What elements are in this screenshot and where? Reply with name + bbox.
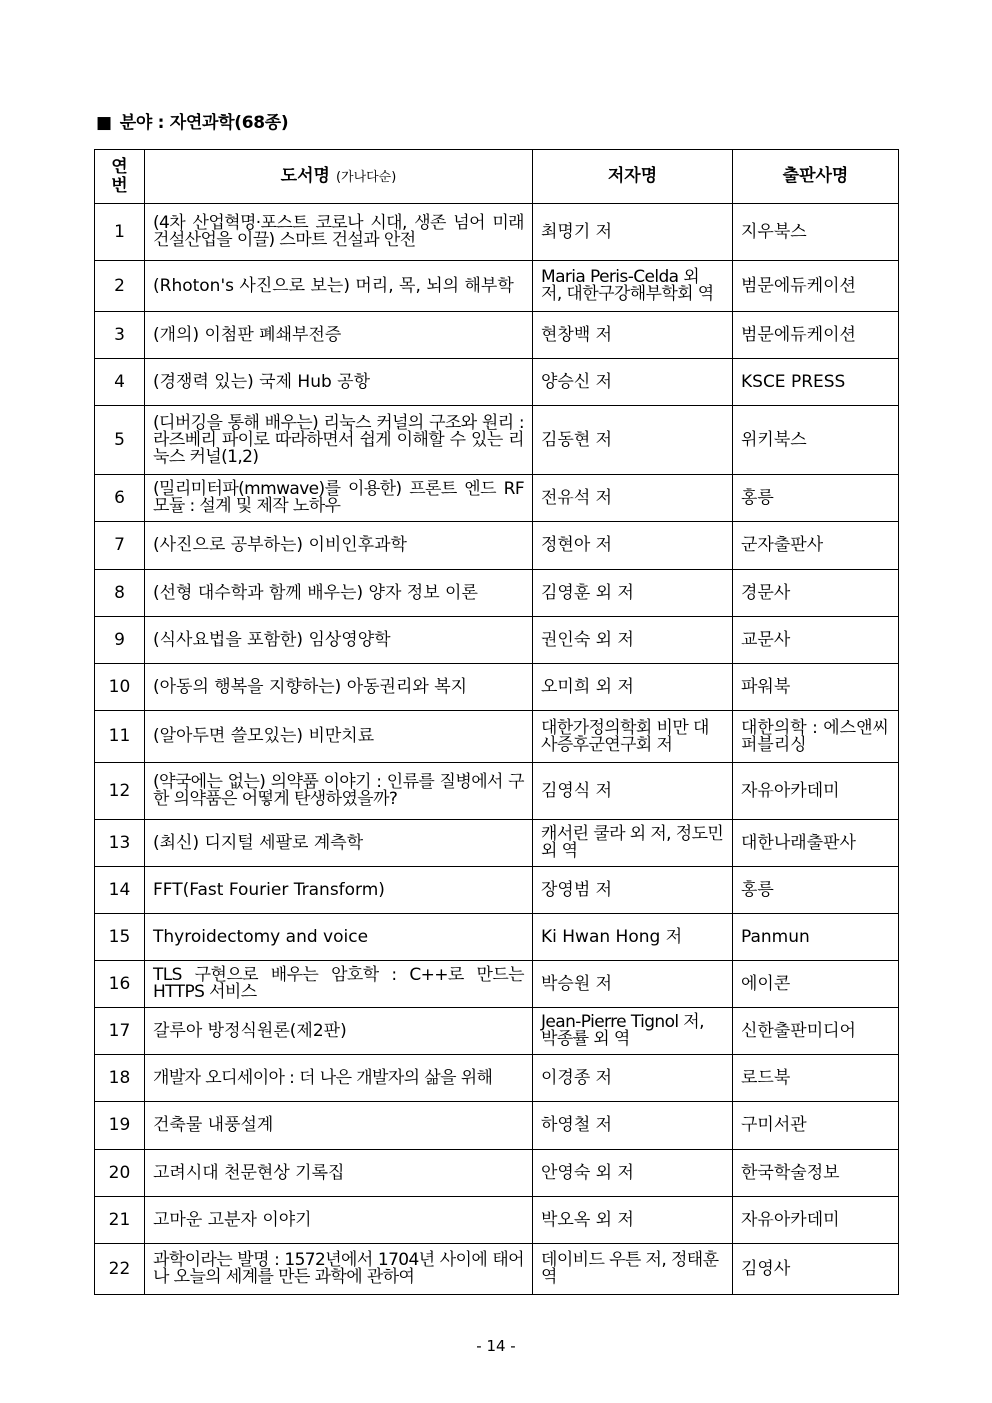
table-row bbox=[95, 359, 899, 406]
table-row bbox=[95, 1150, 899, 1197]
header-title-sub: (가나다순) bbox=[335, 169, 397, 185]
book-publisher: 군자출판사 bbox=[733, 522, 899, 570]
row-number: 1 bbox=[95, 204, 145, 261]
book-publisher: 자유아카데미 bbox=[733, 763, 899, 820]
table-row bbox=[95, 522, 899, 570]
book-title: (선형 대수학과 함께 배우는) 양자 정보 이론 bbox=[145, 570, 533, 617]
book-author: Maria Peris-Celda 외 저, 대한구강해부학회 역 bbox=[533, 261, 733, 312]
book-author: 권인숙 외 저 bbox=[533, 617, 733, 664]
row-number: 10 bbox=[95, 664, 145, 711]
page-number: - 14 - bbox=[476, 1337, 516, 1355]
table-row bbox=[95, 312, 899, 359]
book-title: 갈루아 방정식원론(제2판) bbox=[145, 1008, 533, 1055]
row-number: 8 bbox=[95, 570, 145, 617]
table-row bbox=[95, 664, 899, 711]
row-number: 9 bbox=[95, 617, 145, 664]
book-publisher: 자유아카데미 bbox=[733, 1197, 899, 1244]
row-number: 22 bbox=[95, 1244, 145, 1295]
table-row bbox=[95, 867, 899, 914]
book-title: 고려시대 천문현상 기록집 bbox=[145, 1150, 533, 1197]
book-publisher: 홍릉 bbox=[733, 475, 899, 522]
book-author: Ki Hwan Hong 저 bbox=[533, 914, 733, 961]
book-title: (약국에는 없는) 의약품 이야기 : 인류를 질병에서 구한 의약품은 어떻게 탄생하였을까? bbox=[145, 763, 533, 820]
book-publisher: 한국학술정보 bbox=[733, 1150, 899, 1197]
header-no-line2: 번 bbox=[111, 175, 128, 196]
book-title: Thyroidectomy and voice bbox=[145, 914, 533, 961]
book-title: (4차 산업혁명·포스트 코로나 시대, 생존 넘어 미래 건설산업을 이끌) 스마트 건설과 안전 bbox=[145, 204, 533, 261]
book-author: 대한가정의학회 비만 대사증후군연구회 저 bbox=[533, 711, 733, 763]
header-title-text: 도서명 bbox=[280, 165, 330, 186]
book-title: (개의) 이첨판 폐쇄부전증 bbox=[145, 312, 533, 359]
book-title: (Rhoton's 사진으로 보는) 머리, 목, 뇌의 해부학 bbox=[145, 261, 533, 312]
table-row bbox=[95, 406, 899, 475]
book-publisher: 교문사 bbox=[733, 617, 899, 664]
book-title: (식사요법을 포함한) 임상영양학 bbox=[145, 617, 533, 664]
table-row bbox=[95, 1244, 899, 1295]
row-number: 20 bbox=[95, 1150, 145, 1197]
table-row bbox=[95, 1102, 899, 1150]
header-author: 저자명 bbox=[533, 150, 733, 204]
table-row bbox=[95, 1055, 899, 1102]
book-author: 하영철 저 bbox=[533, 1102, 733, 1150]
book-author: 양승신 저 bbox=[533, 359, 733, 406]
row-number: 14 bbox=[95, 867, 145, 914]
book-publisher: 범문에듀케이션 bbox=[733, 312, 899, 359]
book-author: 캐서린 쿨라 외 저, 정도민 외 역 bbox=[533, 820, 733, 867]
row-number: 13 bbox=[95, 820, 145, 867]
header-no bbox=[95, 150, 145, 204]
table-row bbox=[95, 570, 899, 617]
book-title: (밀리미터파(mmwave)를 이용한) 프론트 엔드 RF 모듈 : 설계 및 제작 노하우 bbox=[145, 475, 533, 522]
row-number: 18 bbox=[95, 1055, 145, 1102]
book-title: (경쟁력 있는) 국제 Hub 공항 bbox=[145, 359, 533, 406]
row-number: 17 bbox=[95, 1008, 145, 1055]
book-title: 개발자 오디세이아 : 더 나은 개발자의 삶을 위해 bbox=[145, 1055, 533, 1102]
row-number: 3 bbox=[95, 312, 145, 359]
row-number: 12 bbox=[95, 763, 145, 820]
row-number: 6 bbox=[95, 475, 145, 522]
table-row bbox=[95, 261, 899, 312]
book-publisher: 위키북스 bbox=[733, 406, 899, 475]
book-title: (알아두면 쓸모있는) 비만치료 bbox=[145, 711, 533, 763]
section-heading-text: 분야 : 자연과학(68종) bbox=[119, 113, 289, 133]
book-author: 안영숙 외 저 bbox=[533, 1150, 733, 1197]
book-publisher: 홍릉 bbox=[733, 867, 899, 914]
book-author: Jean-Pierre Tignol 저, 박종률 외 역 bbox=[533, 1008, 733, 1055]
table-row bbox=[95, 763, 899, 820]
book-publisher: 에이콘 bbox=[733, 961, 899, 1008]
book-list-table bbox=[94, 149, 899, 1295]
book-author: 데이비드 우튼 저, 정태훈 역 bbox=[533, 1244, 733, 1295]
row-number: 15 bbox=[95, 914, 145, 961]
book-author: 현창백 저 bbox=[533, 312, 733, 359]
book-author: 박오옥 외 저 bbox=[533, 1197, 733, 1244]
book-title: 고마운 고분자 이야기 bbox=[145, 1197, 533, 1244]
book-publisher: 경문사 bbox=[733, 570, 899, 617]
book-author: 최명기 저 bbox=[533, 204, 733, 261]
table-row bbox=[95, 1197, 899, 1244]
table-row bbox=[95, 820, 899, 867]
table-row bbox=[95, 204, 899, 261]
row-number: 2 bbox=[95, 261, 145, 312]
row-number: 21 bbox=[95, 1197, 145, 1244]
table-header-row bbox=[95, 150, 899, 204]
header-no-line1: 연 bbox=[111, 156, 128, 177]
table-row bbox=[95, 1008, 899, 1055]
row-number: 4 bbox=[95, 359, 145, 406]
book-title: FFT(Fast Fourier Transform) bbox=[145, 867, 533, 914]
book-title: 과학이라는 발명 : 1572년에서 1704년 사이에 태어나 오늘의 세계를 만든 과학에 관하여 bbox=[145, 1244, 533, 1295]
book-publisher: 범문에듀케이션 bbox=[733, 261, 899, 312]
book-title: TLS 구현으로 배우는 암호학 : C++로 만드는 HTTPS 서비스 bbox=[145, 961, 533, 1008]
book-publisher: 지우북스 bbox=[733, 204, 899, 261]
book-author: 박승원 저 bbox=[533, 961, 733, 1008]
book-author: 장영범 저 bbox=[533, 867, 733, 914]
row-number: 5 bbox=[95, 406, 145, 475]
book-author: 정현아 저 bbox=[533, 522, 733, 570]
section-heading bbox=[96, 108, 288, 133]
book-publisher: 파워북 bbox=[733, 664, 899, 711]
table-row bbox=[95, 475, 899, 522]
row-number: 7 bbox=[95, 522, 145, 570]
book-author: 전유석 저 bbox=[533, 475, 733, 522]
table-row bbox=[95, 617, 899, 664]
book-publisher: 구미서관 bbox=[733, 1102, 899, 1150]
book-publisher: KSCE PRESS bbox=[733, 359, 899, 406]
header-title bbox=[145, 150, 533, 204]
book-title: 건축물 내풍설계 bbox=[145, 1102, 533, 1150]
row-number: 16 bbox=[95, 961, 145, 1008]
book-publisher: 로드북 bbox=[733, 1055, 899, 1102]
book-title: (아동의 행복을 지향하는) 아동권리와 복지 bbox=[145, 664, 533, 711]
square-bullet-icon: ■ bbox=[96, 113, 112, 133]
book-title: (사진으로 공부하는) 이비인후과학 bbox=[145, 522, 533, 570]
table-row bbox=[95, 914, 899, 961]
table-row bbox=[95, 961, 899, 1008]
row-number: 19 bbox=[95, 1102, 145, 1150]
book-publisher: 김영사 bbox=[733, 1244, 899, 1295]
book-author: 김영식 저 bbox=[533, 763, 733, 820]
book-publisher: 신한출판미디어 bbox=[733, 1008, 899, 1055]
book-title: (최신) 디지털 세팔로 계측학 bbox=[145, 820, 533, 867]
table-row bbox=[95, 711, 899, 763]
book-author: 이경종 저 bbox=[533, 1055, 733, 1102]
book-publisher: 대한나래출판사 bbox=[733, 820, 899, 867]
book-publisher: 대한의학 : 에스앤씨퍼블리싱 bbox=[733, 711, 899, 763]
book-author: 김동현 저 bbox=[533, 406, 733, 475]
book-author: 오미희 외 저 bbox=[533, 664, 733, 711]
header-publisher: 출판사명 bbox=[733, 150, 899, 204]
book-title: (디버깅을 통해 배우는) 리눅스 커널의 구조와 원리 : 라즈베리 파이로 따라하면서 쉽게 이해할 수 있는 리눅스 커널(1,2) bbox=[145, 406, 533, 475]
book-author: 김영훈 외 저 bbox=[533, 570, 733, 617]
row-number: 11 bbox=[95, 711, 145, 763]
book-publisher: Panmun bbox=[733, 914, 899, 961]
